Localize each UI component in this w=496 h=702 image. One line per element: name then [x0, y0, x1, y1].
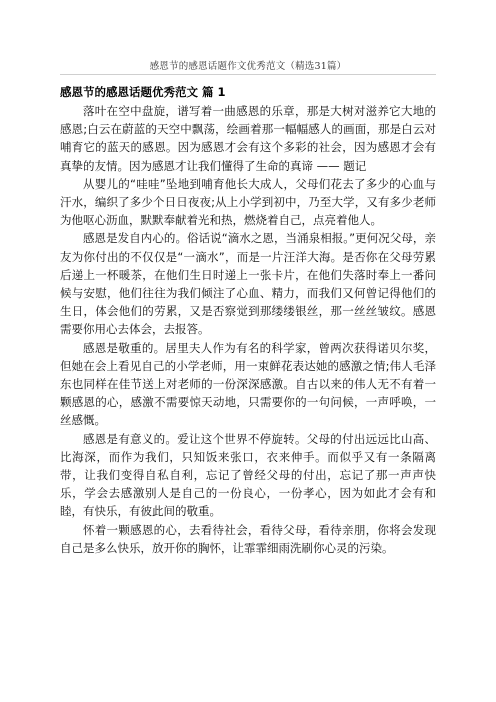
paragraph: 感恩是敬重的。居里夫人作为有名的科学家，曾两次获得诺贝尔奖，但她在会上看见自己的小学老师，用一束鲜花表达她的感激之情;伟人毛泽东也同样在佳节送上对老师的一份深深感激。自古以来的伟人无不有着一颗感恩的心，感激不需要惊天动地，只需要你的一句问候，一声呼唤，一丝感慨。 — [60, 340, 436, 428]
article-title: 感恩节的感恩话题优秀范文 篇 1 — [60, 85, 226, 99]
paragraph: 从婴儿的“哇哇”坠地到哺育他长大成人，父母们花去了多少的心血与汗水，编织了多少个日日夜夜;从上小学到初中，乃至大学，又有多少老师为他呕心沥血，默默奉献着光和热，燃烧着自己，点亮着他人。 — [60, 176, 436, 228]
paragraph: 感恩是发自内心的。俗话说“滴水之恩，当涌泉相报。”更何况父母，亲友为你付出的不仅仅是“一滴水”，而是一片汪洋大海。是否你在父母劳累后递上一杯暖茶，在他们生日时递上一张卡片，在他们失落时奉上一番问候与安慰，他们往往为我们倾注了心血、精力，而我们又何曾记得他们的生日，体会他们的劳累，又是否察觉到那缕缕银丝，那一丝丝皱纹。感恩需要你用心去体会，去报答。 — [60, 231, 436, 337]
paragraph: 感恩是有意义的。爱让这个世界不停旋转。父母的付出远远比山高、比海深，而作为我们，只知饭来张口，衣来伸手。而似乎又有一条隔离带，让我们变得自私自利，忘记了曾经父母的付出，忘记了那一声声快乐，学会去感激别人是自己的一份良心，一份孝心，因为如此才会有和睦，有快乐，有彼此间的敬重。 — [60, 431, 436, 519]
header-divider — [60, 74, 436, 75]
article-body — [60, 83, 436, 557]
paragraph: 落叶在空中盘旋，谱写着一曲感恩的乐章，那是大树对滋养它大地的感恩;白云在蔚蓝的天空中飘荡，绘画着那一幅幅感人的画面，那是白云对哺育它的蓝天的感恩。因为感恩才会有这个多彩的社会，因为感恩才会有真挚的友情。因为感恩才让我们懂得了生命的真谛 —— 题记 — [60, 104, 436, 173]
paragraph: 怀着一颗感恩的心，去看待社会，看待父母，看待亲朋，你将会发现自己是多么快乐，放开你的胸怀，让霏霏细雨洗刷你心灵的污染。 — [60, 522, 436, 555]
header-title: 感恩节的感恩话题作文优秀范文（精选31篇） — [149, 61, 347, 72]
